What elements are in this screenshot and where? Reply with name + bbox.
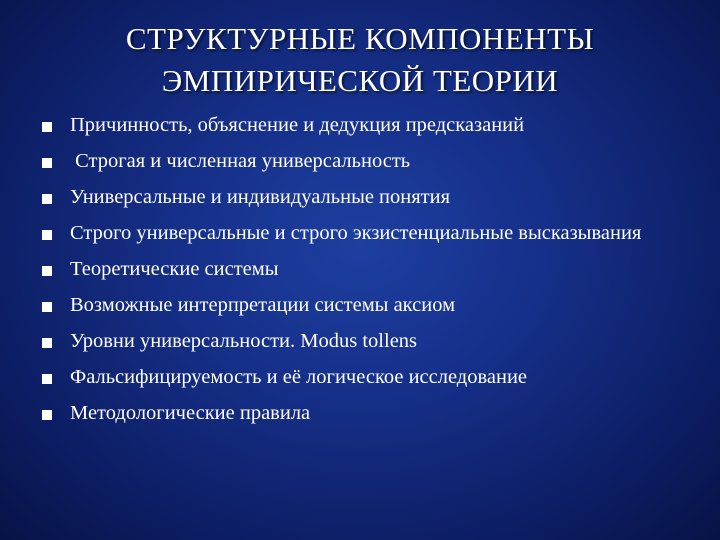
bullet-item <box>40 148 700 174</box>
bullet-text: Методологические правила <box>70 402 311 424</box>
bullet-item <box>40 400 700 426</box>
square-bullet-icon <box>42 374 52 384</box>
bullet-item <box>40 184 700 210</box>
bullet-text: Причинность, объяснение и дедукция предсказаний <box>70 114 525 136</box>
bullet-item <box>40 328 700 354</box>
slide-title-line-2: ЭМПИРИЧЕСКОЙ ТЕОРИИ <box>161 63 559 98</box>
bullet-item <box>40 112 700 138</box>
bullet-item <box>40 256 700 282</box>
square-bullet-icon <box>42 158 52 168</box>
bullet-list <box>40 112 700 436</box>
bullet-text: Строго универсальные и строго экзистенциальные высказывания <box>70 222 642 244</box>
square-bullet-icon <box>42 194 52 204</box>
slide-title-line-1: СТРУКТУРНЫЕ КОМПОНЕНТЫ <box>125 21 595 56</box>
bullet-text: Строгая и численная универсальность <box>70 150 411 172</box>
bullet-item <box>40 220 700 246</box>
bullet-text: Уровни универсальности. Modus tollens <box>70 330 418 352</box>
slide-title <box>0 18 720 102</box>
square-bullet-icon <box>42 302 52 312</box>
bullet-text: Фальсифицируемость и её логическое исследование <box>70 366 528 388</box>
square-bullet-icon <box>42 338 52 348</box>
bullet-text: Теоретические системы <box>70 258 279 280</box>
bullet-item <box>40 292 700 318</box>
bullet-item <box>40 364 700 390</box>
square-bullet-icon <box>42 230 52 240</box>
bullet-text: Возможные интерпретации системы аксиом <box>70 294 456 316</box>
square-bullet-icon <box>42 410 52 420</box>
bullet-text: Универсальные и индивидуальные понятия <box>70 186 451 208</box>
square-bullet-icon <box>42 122 52 132</box>
square-bullet-icon <box>42 266 52 276</box>
